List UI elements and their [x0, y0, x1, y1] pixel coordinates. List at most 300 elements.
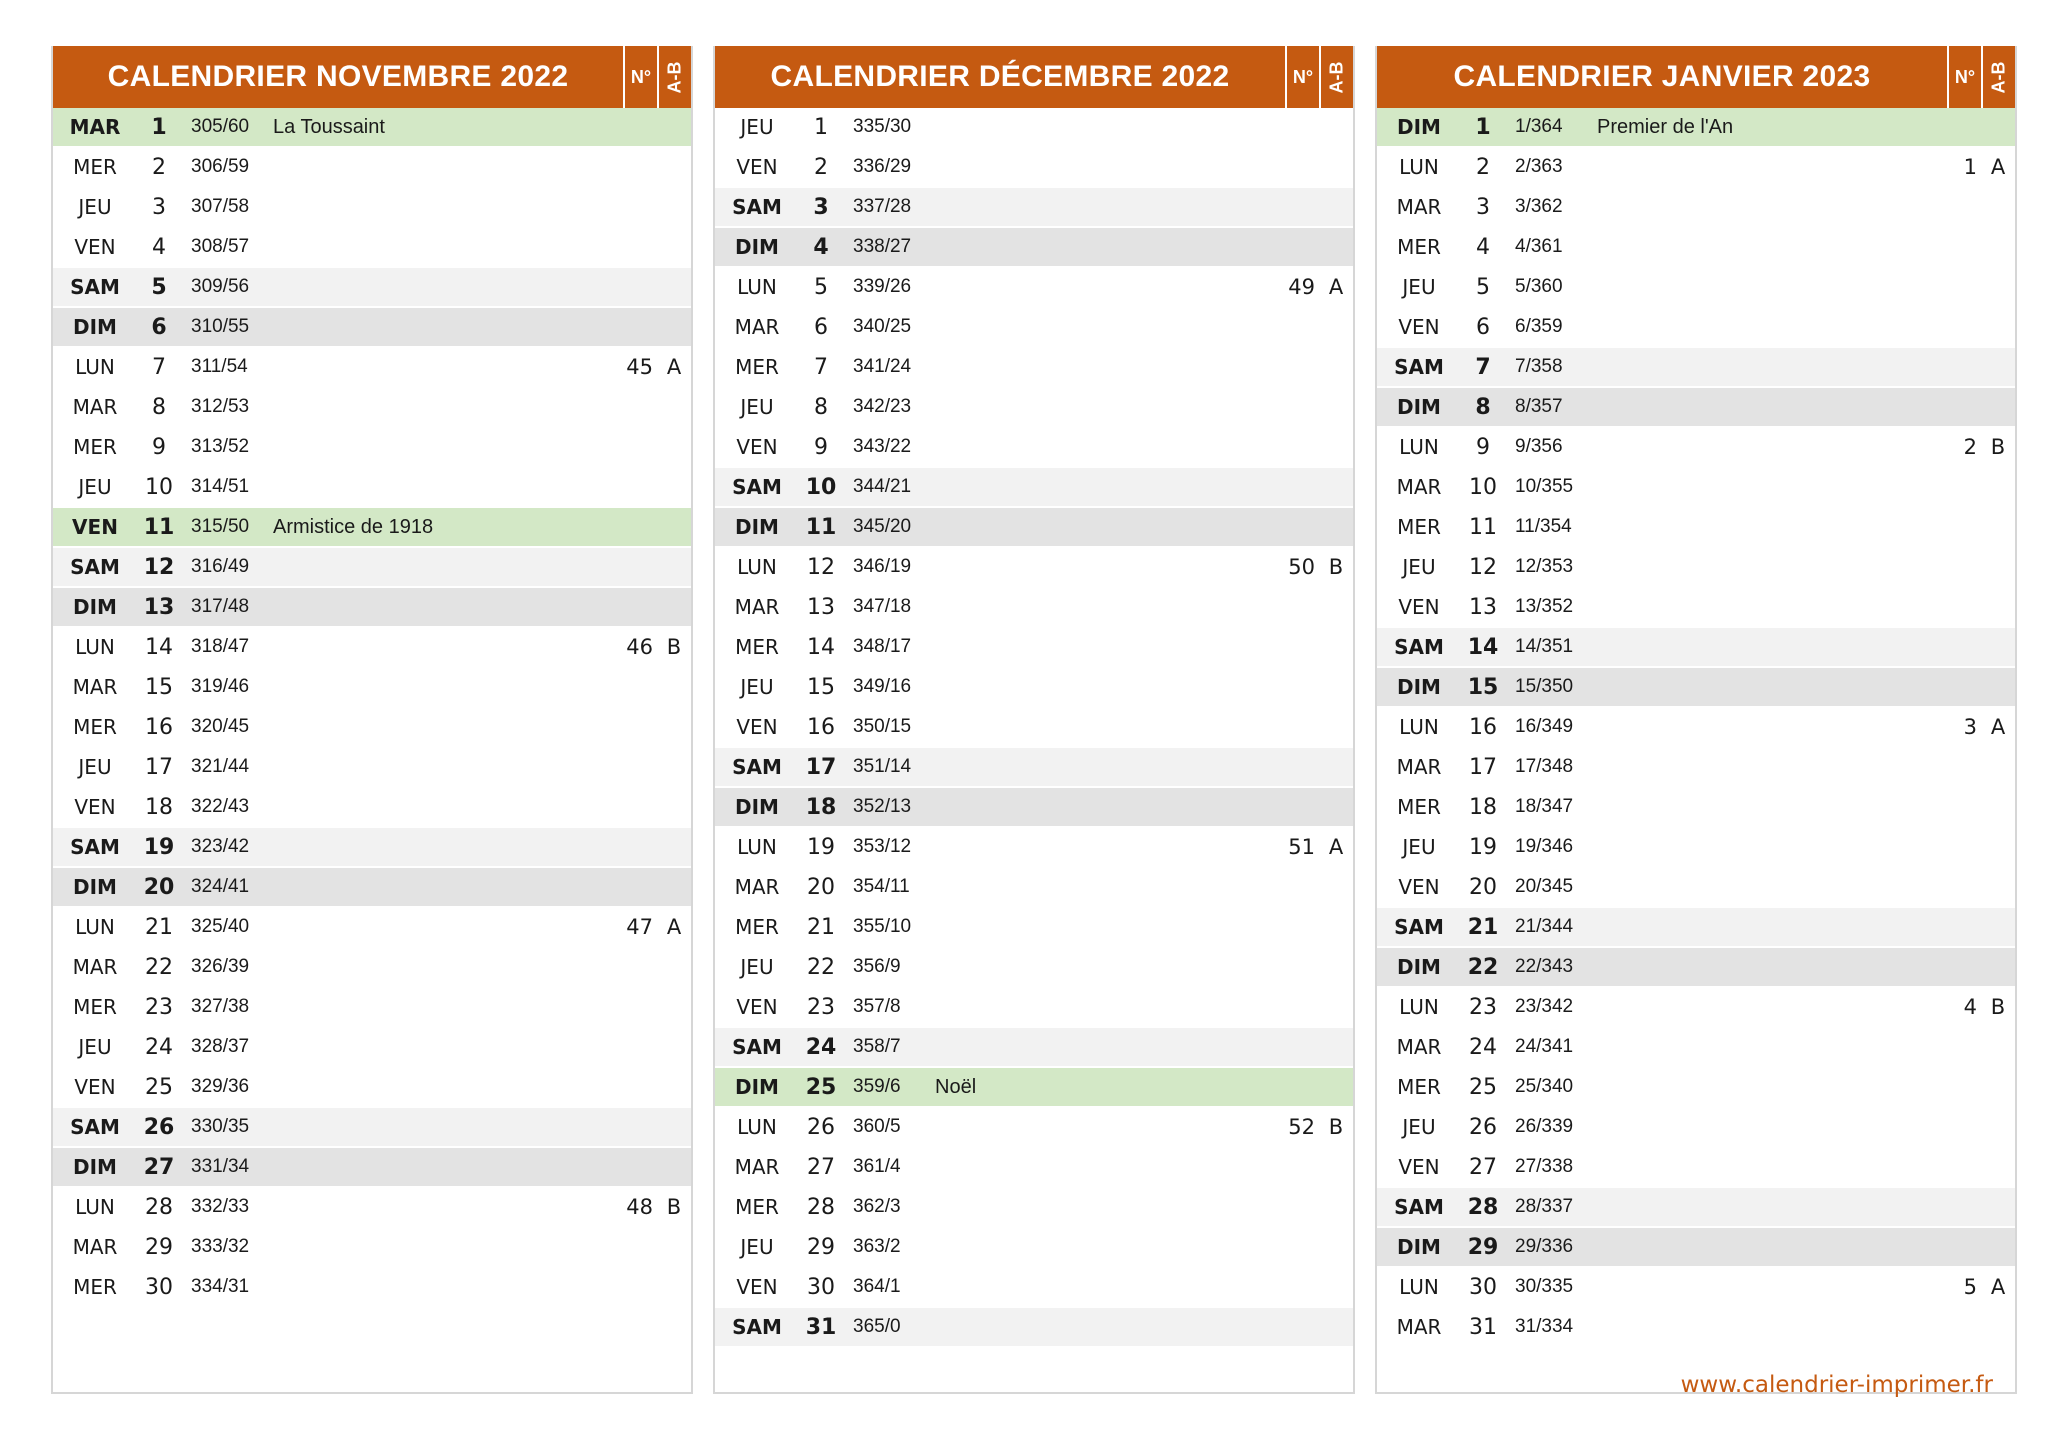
- month-calendar-january: [1375, 46, 2017, 1394]
- day-row: [53, 1028, 691, 1068]
- weekday-label: LUN: [1399, 995, 1439, 1019]
- day-row: [1377, 908, 2015, 948]
- week-number: 1: [1963, 155, 1977, 179]
- day-row: [715, 1228, 1353, 1268]
- day-of-year: 5/360: [1515, 276, 1563, 297]
- day-row: [53, 1228, 691, 1268]
- day-row: [1377, 348, 2015, 388]
- weekday-label: SAM: [1394, 635, 1444, 659]
- day-row: [1377, 1028, 2015, 1068]
- day-number: 8: [1475, 394, 1491, 420]
- day-of-year: 20/345: [1515, 876, 1574, 897]
- day-row: [715, 308, 1353, 348]
- day-of-year: 14/351: [1515, 636, 1574, 657]
- day-row: [1377, 1308, 2015, 1348]
- day-row: [1377, 948, 2015, 988]
- day-number: 26: [1469, 1114, 1497, 1140]
- day-row: [715, 1188, 1353, 1228]
- day-of-year: 335/30: [853, 116, 912, 137]
- weekday-label: DIM: [1397, 675, 1441, 699]
- day-number: 25: [1469, 1074, 1497, 1100]
- weekday-label: DIM: [735, 1075, 779, 1099]
- day-of-year: 31/334: [1515, 1316, 1574, 1337]
- day-of-year: 359/6: [853, 1076, 901, 1097]
- weekday-label: JEU: [740, 955, 774, 979]
- weekday-label: MER: [73, 995, 117, 1019]
- weekday-label: DIM: [73, 315, 117, 339]
- day-row: [1377, 988, 2015, 1028]
- weekday-label: LUN: [1399, 435, 1439, 459]
- day-number: 31: [1469, 1314, 1497, 1340]
- weekday-label: DIM: [1397, 1235, 1441, 1259]
- weekday-label: JEU: [740, 115, 774, 139]
- weekday-label: MER: [1397, 795, 1441, 819]
- day-row: [715, 228, 1353, 268]
- day-row: [53, 988, 691, 1028]
- day-number: 4: [152, 234, 166, 260]
- day-of-year: 310/55: [191, 316, 250, 337]
- day-number: 24: [145, 1034, 173, 1060]
- day-of-year: 4/361: [1515, 236, 1563, 257]
- week-ab: B: [1328, 555, 1344, 579]
- weekday-label: MER: [1397, 1075, 1441, 1099]
- day-row: [1377, 508, 2015, 548]
- day-number: 1: [151, 114, 167, 140]
- day-of-year: 360/5: [853, 1116, 901, 1137]
- day-number: 12: [1469, 554, 1497, 580]
- day-of-year: 336/29: [853, 156, 912, 177]
- weekday-label: JEU: [740, 1235, 774, 1259]
- day-of-year: 341/24: [853, 356, 912, 377]
- weekday-label: SAM: [70, 555, 120, 579]
- week-ab: A: [1990, 1275, 2006, 1299]
- day-number: 3: [152, 194, 166, 220]
- day-row: [715, 148, 1353, 188]
- weekday-label: VEN: [1398, 875, 1440, 899]
- day-of-year: 311/54: [191, 356, 248, 377]
- day-of-year: 6/359: [1515, 316, 1563, 337]
- week-ab: B: [666, 1195, 682, 1219]
- day-number: 15: [145, 674, 173, 700]
- day-row: [1377, 1268, 2015, 1308]
- day-number: 30: [1469, 1274, 1497, 1300]
- day-number: 25: [145, 1074, 173, 1100]
- day-row: [53, 468, 691, 508]
- day-row: [715, 1028, 1353, 1068]
- day-row: [715, 468, 1353, 508]
- day-row: [53, 628, 691, 668]
- day-number: 16: [807, 714, 835, 740]
- day-of-year: 23/342: [1515, 996, 1574, 1017]
- day-row: [53, 1268, 691, 1308]
- day-of-year: 321/44: [191, 756, 250, 777]
- weekday-label: SAM: [732, 195, 782, 219]
- day-row: [53, 268, 691, 308]
- weekday-label: MER: [735, 355, 779, 379]
- day-number: 3: [1476, 194, 1490, 220]
- holiday-label: Armistice de 1918: [273, 515, 434, 538]
- day-row: [53, 1148, 691, 1188]
- day-of-year: 19/346: [1515, 836, 1574, 857]
- day-number: 18: [805, 794, 837, 820]
- weekday-label: LUN: [1399, 155, 1439, 179]
- day-row: [715, 668, 1353, 708]
- month-header: [53, 46, 691, 108]
- day-row: [715, 428, 1353, 468]
- day-of-year: 10/355: [1515, 476, 1574, 497]
- day-row: [715, 108, 1353, 148]
- weekday-label: DIM: [1397, 395, 1441, 419]
- weekday-label: SAM: [70, 1115, 120, 1139]
- day-of-year: 364/1: [853, 1276, 901, 1297]
- day-number: 8: [152, 394, 166, 420]
- month-title: CALENDRIER JANVIER 2023: [1453, 60, 1871, 93]
- weekday-label: SAM: [70, 835, 120, 859]
- day-number: 27: [1469, 1154, 1497, 1180]
- day-row: [715, 788, 1353, 828]
- day-row: [1377, 668, 2015, 708]
- day-row: [53, 588, 691, 628]
- day-of-year: 322/43: [191, 796, 250, 817]
- week-number: 46: [626, 635, 653, 659]
- weekday-label: VEN: [736, 1275, 778, 1299]
- weekday-label: SAM: [732, 1315, 782, 1339]
- weekday-label: SAM: [1394, 915, 1444, 939]
- day-row: [53, 1068, 691, 1108]
- day-number: 28: [145, 1194, 173, 1220]
- day-rows: [715, 108, 1353, 1392]
- weekday-label: VEN: [74, 235, 116, 259]
- day-of-year: 319/46: [191, 676, 250, 697]
- day-row: [715, 588, 1353, 628]
- day-of-year: 348/17: [853, 636, 912, 657]
- day-of-year: 307/58: [191, 196, 250, 217]
- week-number: 45: [626, 355, 653, 379]
- day-number: 29: [1467, 1234, 1499, 1260]
- weekday-label: MER: [735, 635, 779, 659]
- week-ab: A: [1328, 275, 1344, 299]
- weekday-label: MER: [73, 435, 117, 459]
- week-number: 3: [1963, 715, 1977, 739]
- week-ab: B: [1990, 995, 2006, 1019]
- day-of-year: 26/339: [1515, 1116, 1574, 1137]
- day-row: [715, 1108, 1353, 1148]
- day-number: 5: [814, 274, 828, 300]
- day-of-year: 3/362: [1515, 196, 1563, 217]
- day-of-year: 317/48: [191, 596, 250, 617]
- day-number: 6: [814, 314, 828, 340]
- day-number: 17: [1469, 754, 1497, 780]
- day-of-year: 361/4: [853, 1156, 901, 1177]
- day-number: 28: [1467, 1194, 1499, 1220]
- day-number: 18: [1469, 794, 1497, 820]
- day-number: 7: [814, 354, 828, 380]
- week-number-header: N°: [1947, 46, 1981, 108]
- day-of-year: 324/41: [191, 876, 250, 897]
- day-of-year: 17/348: [1515, 756, 1574, 777]
- day-of-year: 334/31: [191, 1276, 250, 1297]
- ab-header-label: A-B: [1326, 61, 1347, 93]
- day-row: [1377, 748, 2015, 788]
- day-of-year: 352/13: [853, 796, 912, 817]
- day-of-year: 16/349: [1515, 716, 1574, 737]
- day-number: 2: [152, 154, 166, 180]
- day-number: 29: [145, 1234, 173, 1260]
- day-number: 17: [805, 754, 837, 780]
- day-number: 6: [151, 314, 167, 340]
- day-row: [715, 348, 1353, 388]
- weekday-label: VEN: [736, 155, 778, 179]
- day-row: [715, 628, 1353, 668]
- month-calendar-december: [713, 46, 1355, 1394]
- weekday-label: DIM: [1397, 955, 1441, 979]
- day-row: [715, 1148, 1353, 1188]
- day-row: [53, 708, 691, 748]
- weekday-label: MER: [735, 1195, 779, 1219]
- day-row: [1377, 428, 2015, 468]
- day-row: [715, 508, 1353, 548]
- weekday-label: MAR: [1396, 755, 1442, 779]
- day-of-year: 332/33: [191, 1196, 250, 1217]
- ab-header: [1981, 46, 2015, 108]
- day-of-year: 30/335: [1515, 1276, 1574, 1297]
- day-number: 4: [813, 234, 829, 260]
- weekday-label: DIM: [735, 515, 779, 539]
- weekday-label: MER: [73, 155, 117, 179]
- day-row: [1377, 628, 2015, 668]
- weekday-label: SAM: [732, 755, 782, 779]
- weekday-label: LUN: [737, 835, 777, 859]
- day-of-year: 347/18: [853, 596, 912, 617]
- day-number: 3: [813, 194, 829, 220]
- day-of-year: 326/39: [191, 956, 250, 977]
- day-of-year: 9/356: [1515, 436, 1563, 457]
- week-number: 2: [1963, 435, 1977, 459]
- week-number: 48: [626, 1195, 653, 1219]
- weekday-label: DIM: [1397, 115, 1441, 139]
- day-number: 5: [151, 274, 167, 300]
- day-of-year: 306/59: [191, 156, 250, 177]
- day-number: 7: [1475, 354, 1491, 380]
- ab-header-label: A-B: [1988, 61, 2009, 93]
- weekday-label: MAR: [72, 955, 118, 979]
- day-row: [1377, 268, 2015, 308]
- weekday-label: LUN: [75, 635, 115, 659]
- day-of-year: 345/20: [853, 516, 912, 537]
- day-number: 11: [1469, 514, 1497, 540]
- day-row: [715, 388, 1353, 428]
- day-of-year: 29/336: [1515, 1236, 1574, 1257]
- weekday-label: MER: [73, 1275, 117, 1299]
- weekday-label: VEN: [74, 795, 116, 819]
- day-row: [1377, 1068, 2015, 1108]
- day-row: [1377, 108, 2015, 148]
- day-number: 23: [807, 994, 835, 1020]
- day-number: 20: [143, 874, 175, 900]
- day-of-year: 312/53: [191, 396, 250, 417]
- day-number: 21: [1467, 914, 1499, 940]
- weekday-label: VEN: [74, 1075, 116, 1099]
- website-link[interactable]: www.calendrier-imprimer.fr: [1680, 1372, 1993, 1398]
- weekday-label: MAR: [734, 595, 780, 619]
- day-of-year: 329/36: [191, 1076, 250, 1097]
- week-number-header: N°: [623, 46, 657, 108]
- day-number: 27: [807, 1154, 835, 1180]
- weekday-label: VEN: [736, 995, 778, 1019]
- weekday-label: MAR: [734, 315, 780, 339]
- day-number: 28: [807, 1194, 835, 1220]
- day-of-year: 22/343: [1515, 956, 1574, 977]
- day-number: 9: [814, 434, 828, 460]
- weekday-label: DIM: [73, 875, 117, 899]
- day-row: [1377, 868, 2015, 908]
- week-number: 51: [1288, 835, 1315, 859]
- weekday-label: SAM: [732, 475, 782, 499]
- day-row: [1377, 188, 2015, 228]
- weekday-label: DIM: [73, 595, 117, 619]
- day-row: [53, 748, 691, 788]
- day-number: 19: [807, 834, 835, 860]
- week-number: 47: [626, 915, 653, 939]
- week-ab: A: [1990, 715, 2006, 739]
- day-of-year: 309/56: [191, 276, 250, 297]
- week-ab: B: [1990, 435, 2006, 459]
- week-ab: B: [666, 635, 682, 659]
- day-of-year: 325/40: [191, 916, 250, 937]
- weekday-label: JEU: [740, 395, 774, 419]
- day-row: [1377, 388, 2015, 428]
- day-number: 23: [145, 994, 173, 1020]
- day-row: [53, 908, 691, 948]
- day-row: [53, 308, 691, 348]
- day-number: 10: [1469, 474, 1497, 500]
- day-row: [1377, 1108, 2015, 1148]
- week-number-header: N°: [1285, 46, 1319, 108]
- day-of-year: 337/28: [853, 196, 912, 217]
- day-of-year: 13/352: [1515, 596, 1574, 617]
- ab-header-label: A-B: [664, 61, 685, 93]
- day-row: [1377, 148, 2015, 188]
- weekday-label: VEN: [1398, 1155, 1440, 1179]
- day-of-year: 8/357: [1515, 396, 1563, 417]
- day-row: [715, 948, 1353, 988]
- day-row: [715, 988, 1353, 1028]
- day-row: [1377, 548, 2015, 588]
- day-number: 18: [145, 794, 173, 820]
- day-number: 26: [143, 1114, 175, 1140]
- day-number: 9: [152, 434, 166, 460]
- day-number: 25: [805, 1074, 837, 1100]
- day-row: [715, 268, 1353, 308]
- day-of-year: 28/337: [1515, 1196, 1574, 1217]
- weekday-label: SAM: [1394, 355, 1444, 379]
- day-number: 21: [145, 914, 173, 940]
- day-number: 1: [814, 114, 828, 140]
- holiday-label: La Toussaint: [273, 115, 385, 138]
- day-number: 10: [145, 474, 173, 500]
- weekday-label: JEU: [78, 475, 112, 499]
- day-row: [1377, 788, 2015, 828]
- week-number: 50: [1288, 555, 1315, 579]
- day-number: 12: [143, 554, 175, 580]
- weekday-label: SAM: [1394, 1195, 1444, 1219]
- day-number: 30: [807, 1274, 835, 1300]
- weekday-label: MAR: [1396, 475, 1442, 499]
- month-title: CALENDRIER DÉCEMBRE 2022: [770, 60, 1230, 93]
- day-of-year: 316/49: [191, 556, 250, 577]
- day-number: 8: [814, 394, 828, 420]
- holiday-label: Noël: [935, 1075, 977, 1098]
- weekday-label: JEU: [1402, 275, 1436, 299]
- weekday-label: MAR: [72, 675, 118, 699]
- day-row: [715, 708, 1353, 748]
- weekday-label: MER: [1397, 235, 1441, 259]
- day-row: [53, 148, 691, 188]
- day-of-year: 308/57: [191, 236, 250, 257]
- day-number: 1: [1475, 114, 1491, 140]
- day-row: [53, 228, 691, 268]
- day-of-year: 353/12: [853, 836, 912, 857]
- day-row: [715, 548, 1353, 588]
- week-ab: A: [1990, 155, 2006, 179]
- day-row: [53, 428, 691, 468]
- day-number: 30: [145, 1274, 173, 1300]
- weekday-label: VEN: [1398, 595, 1440, 619]
- day-number: 20: [1469, 874, 1497, 900]
- day-of-year: 331/34: [191, 1156, 250, 1177]
- weekday-label: MAR: [72, 395, 118, 419]
- weekday-label: MER: [735, 915, 779, 939]
- day-of-year: 339/26: [853, 276, 912, 297]
- day-row: [53, 1188, 691, 1228]
- weekday-label: VEN: [736, 715, 778, 739]
- day-of-year: 344/21: [853, 476, 912, 497]
- day-number: 11: [805, 514, 837, 540]
- day-number: 2: [1476, 154, 1490, 180]
- day-of-year: 342/23: [853, 396, 912, 417]
- day-row: [53, 188, 691, 228]
- day-of-year: 358/7: [853, 1036, 901, 1057]
- day-of-year: 15/350: [1515, 676, 1574, 697]
- day-of-year: 363/2: [853, 1236, 901, 1257]
- day-number: 15: [1467, 674, 1499, 700]
- day-of-year: 1/364: [1515, 116, 1563, 137]
- week-number: 5: [1963, 1275, 1977, 1299]
- day-number: 20: [807, 874, 835, 900]
- day-of-year: 350/15: [853, 716, 912, 737]
- day-number: 4: [1476, 234, 1490, 260]
- day-number: 29: [807, 1234, 835, 1260]
- day-number: 26: [807, 1114, 835, 1140]
- weekday-label: JEU: [78, 755, 112, 779]
- weekday-label: VEN: [736, 435, 778, 459]
- day-of-year: 354/11: [853, 876, 910, 897]
- day-of-year: 7/358: [1515, 356, 1563, 377]
- day-of-year: 355/10: [853, 916, 912, 937]
- day-row: [53, 108, 691, 148]
- day-of-year: 338/27: [853, 236, 912, 257]
- weekday-label: DIM: [735, 235, 779, 259]
- day-row: [1377, 468, 2015, 508]
- day-of-year: 2/363: [1515, 156, 1563, 177]
- day-row: [1377, 828, 2015, 868]
- day-number: 9: [1476, 434, 1490, 460]
- weekday-label: DIM: [735, 795, 779, 819]
- day-of-year: 313/52: [191, 436, 250, 457]
- day-number: 17: [145, 754, 173, 780]
- day-of-year: 24/341: [1515, 1036, 1574, 1057]
- day-number: 22: [145, 954, 173, 980]
